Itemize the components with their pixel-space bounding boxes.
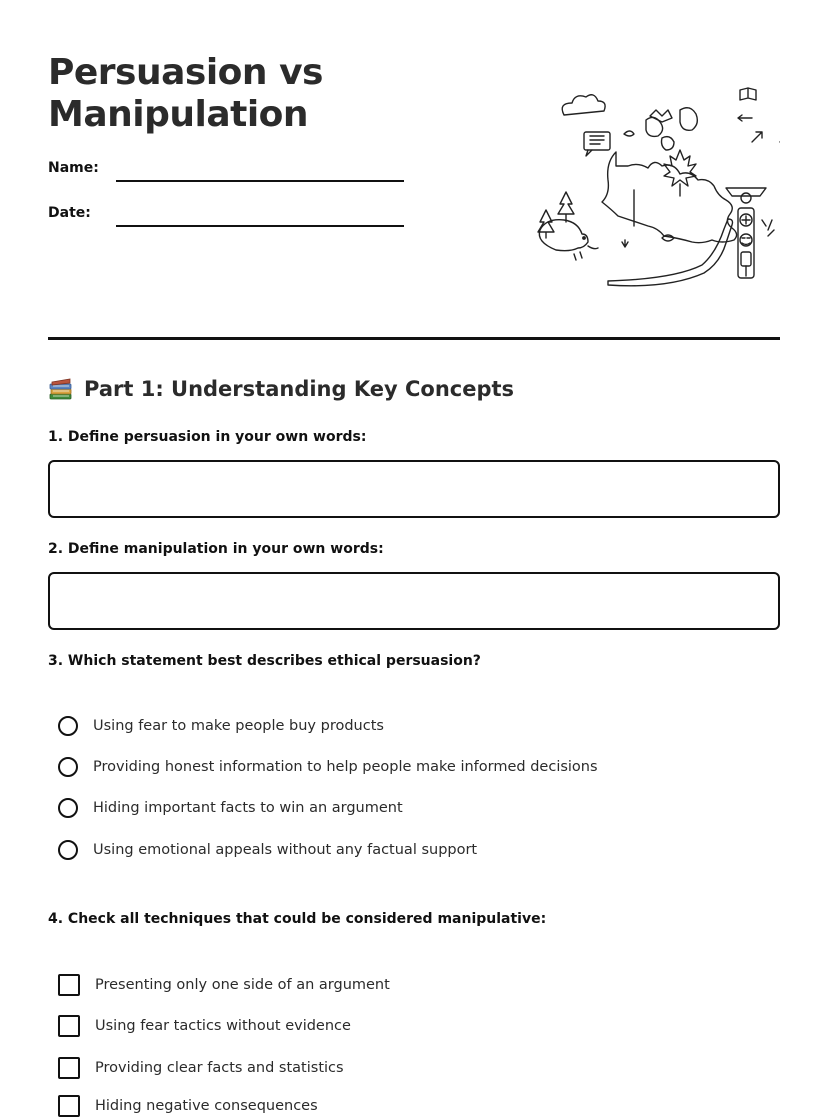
radio-button[interactable]: [58, 716, 78, 736]
option-label: Hiding negative consequences: [95, 1098, 318, 1114]
checkbox[interactable]: [58, 1015, 80, 1037]
option-label: Hiding important facts to win an argument: [93, 800, 403, 816]
books-icon: [48, 376, 74, 402]
date-line[interactable]: [116, 225, 404, 227]
option-label: Providing honest information to help people make informed decisions: [93, 759, 598, 775]
q4-option[interactable]: [58, 1094, 318, 1118]
option-label: Providing clear facts and statistics: [95, 1060, 344, 1076]
q3-option[interactable]: [58, 838, 477, 862]
option-label: Using emotional appeals without any factual support: [93, 842, 478, 858]
radio-button[interactable]: [58, 757, 78, 777]
name-field-row: [48, 158, 408, 182]
option-label: Presenting only one side of an argument: [95, 977, 390, 993]
option-label: Using fear tactics without evidence: [95, 1018, 351, 1034]
question-1: 1. Define persuasion in your own words:: [48, 429, 367, 445]
radio-button[interactable]: [58, 840, 78, 860]
name-label: Name:: [48, 160, 99, 176]
part1-heading: [48, 374, 514, 404]
q3-option[interactable]: [58, 714, 384, 738]
page-title: Persuasion vs Manipulation: [48, 52, 323, 135]
radio-button[interactable]: [58, 798, 78, 818]
date-field-row: [48, 203, 408, 227]
q4-option[interactable]: [58, 973, 390, 997]
checkbox[interactable]: [58, 1057, 80, 1079]
checkbox[interactable]: [58, 1095, 80, 1117]
checkbox[interactable]: [58, 974, 80, 996]
q4-option[interactable]: [58, 1014, 351, 1038]
header-divider: [48, 337, 780, 340]
question-2: 2. Define manipulation in your own words:: [48, 541, 384, 557]
q3-option[interactable]: [58, 796, 403, 820]
manipulation-definition-box[interactable]: [48, 572, 780, 630]
date-label: Date:: [48, 205, 91, 221]
canada-doodle-map-icon: [530, 80, 780, 295]
question-3: 3. Which statement best describes ethical persuasion?: [48, 653, 481, 669]
q4-option[interactable]: [58, 1056, 344, 1080]
question-4: 4. Check all techniques that could be considered manipulative:: [48, 911, 547, 927]
option-label: Using fear to make people buy products: [93, 718, 384, 734]
name-line[interactable]: [116, 180, 404, 182]
section-title: Part 1: Understanding Key Concepts: [84, 377, 515, 401]
persuasion-definition-box[interactable]: [48, 460, 780, 518]
q3-option[interactable]: [58, 755, 598, 779]
